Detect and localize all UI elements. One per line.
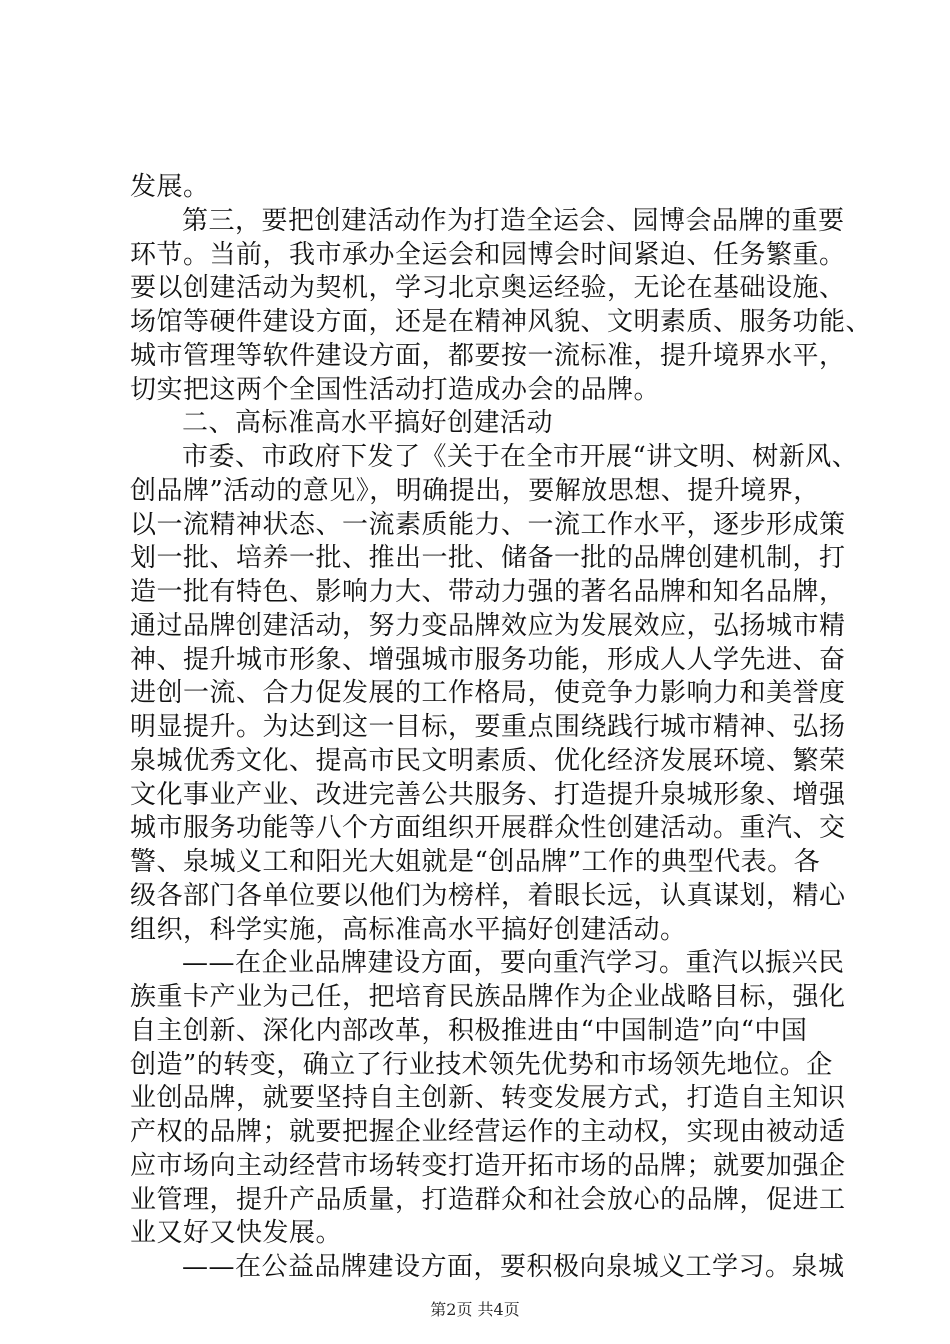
text-line: 明显提升。为达到这一目标，要重点围绕践行城市精神、弘扬 (130, 712, 846, 743)
text-line: 进创一流、合力促发展的工作格局，使竞争力影响力和美誉度 (130, 678, 846, 709)
text-line: 通过品牌创建活动，努力变品牌效应为发展效应，弘扬城市精 (130, 610, 846, 641)
text-line: 业管理，提升产品质量，打造群众和社会放心的品牌，促进工 (130, 1184, 846, 1215)
text-line: 城市管理等软件建设方面，都要按一流标准，提升境界水平， (130, 340, 846, 371)
text-line: 警、泉城义工和阳光大姐就是“创品牌”工作的典型代表。各 (130, 847, 821, 878)
text-line: 以一流精神状态、一流素质能力、一流工作水平，逐步形成策 (130, 509, 846, 540)
text-line: 城市服务功能等八个方面组织开展群众性创建活动。重汽、交 (130, 813, 846, 844)
text-line: 泉城优秀文化、提高市民文明素质、优化经济发展环境、繁荣 (130, 745, 846, 776)
text-line: ——在企业品牌建设方面，要向重汽学习。重汽以振兴民 (182, 948, 845, 979)
text-line: 级各部门各单位要以他们为榜样，着眼长远，认真谋划，精心 (130, 880, 846, 911)
text-line: 切实把这两个全国性活动打造成办会的品牌。 (130, 374, 661, 405)
text-line: 造一批有特色、影响力大、带动力强的著名品牌和知名品牌， (130, 577, 846, 608)
text-line: ——在公益品牌建设方面，要积极向泉城义工学习。泉城 (182, 1252, 845, 1283)
text-line: 市委、市政府下发了《关于在全市开展“讲文明、树新风、 (182, 442, 859, 473)
text-line: 第三，要把创建活动作为打造全运会、园博会品牌的重要 (182, 205, 845, 236)
text-line: 神、提升城市形象、增强城市服务功能，形成人人学先进、奋 (130, 644, 846, 675)
text-line: 族重卡产业为己任，把培育民族品牌作为企业战略目标，强化 (130, 982, 846, 1013)
text-line: 创品牌”活动的意见》，明确提出，要解放思想、提升境界， (130, 475, 820, 506)
text-line: 组织，科学实施，高标准高水平搞好创建活动。 (130, 914, 687, 945)
text-line: 环节。当前，我市承办全运会和园博会时间紧迫、任务繁重。 (130, 239, 846, 270)
text-line: 划一批、培养一批、推出一批、储备一批的品牌创建机制，打 (130, 543, 846, 574)
text-line: 创造”的转变，确立了行业技术领先优势和市场领先地位。企 (130, 1049, 833, 1080)
text-line: 应市场向主动经营市场转变打造开拓市场的品牌；就要加强企 (130, 1150, 846, 1181)
text-line: 文化事业产业、改进完善公共服务、打造提升泉城形象、增强 (130, 779, 846, 810)
text-line: 发展。 (130, 172, 210, 202)
text-line: 产权的品牌；就要把握企业经营运作的主动权，实现由被动适 (130, 1117, 846, 1148)
text-line: 场馆等硬件建设方面，还是在精神风貌、文明素质、服务功能、 (130, 307, 873, 338)
page-footer: 第2页 共4页 (430, 1300, 520, 1319)
text-line: 要以创建活动为契机，学习北京奥运经验，无论在基础设施、 (130, 273, 846, 304)
text-line: 业创品牌，就要坚持自主创新、转变发展方式，打造自主知识 (130, 1083, 846, 1114)
text-line: 自主创新、深化内部改革，积极推进由“中国制造”向“中国 (130, 1015, 808, 1046)
section-heading: 二、高标准高水平搞好创建活动 (182, 408, 554, 439)
text-line: 业又好又快发展。 (130, 1218, 343, 1249)
